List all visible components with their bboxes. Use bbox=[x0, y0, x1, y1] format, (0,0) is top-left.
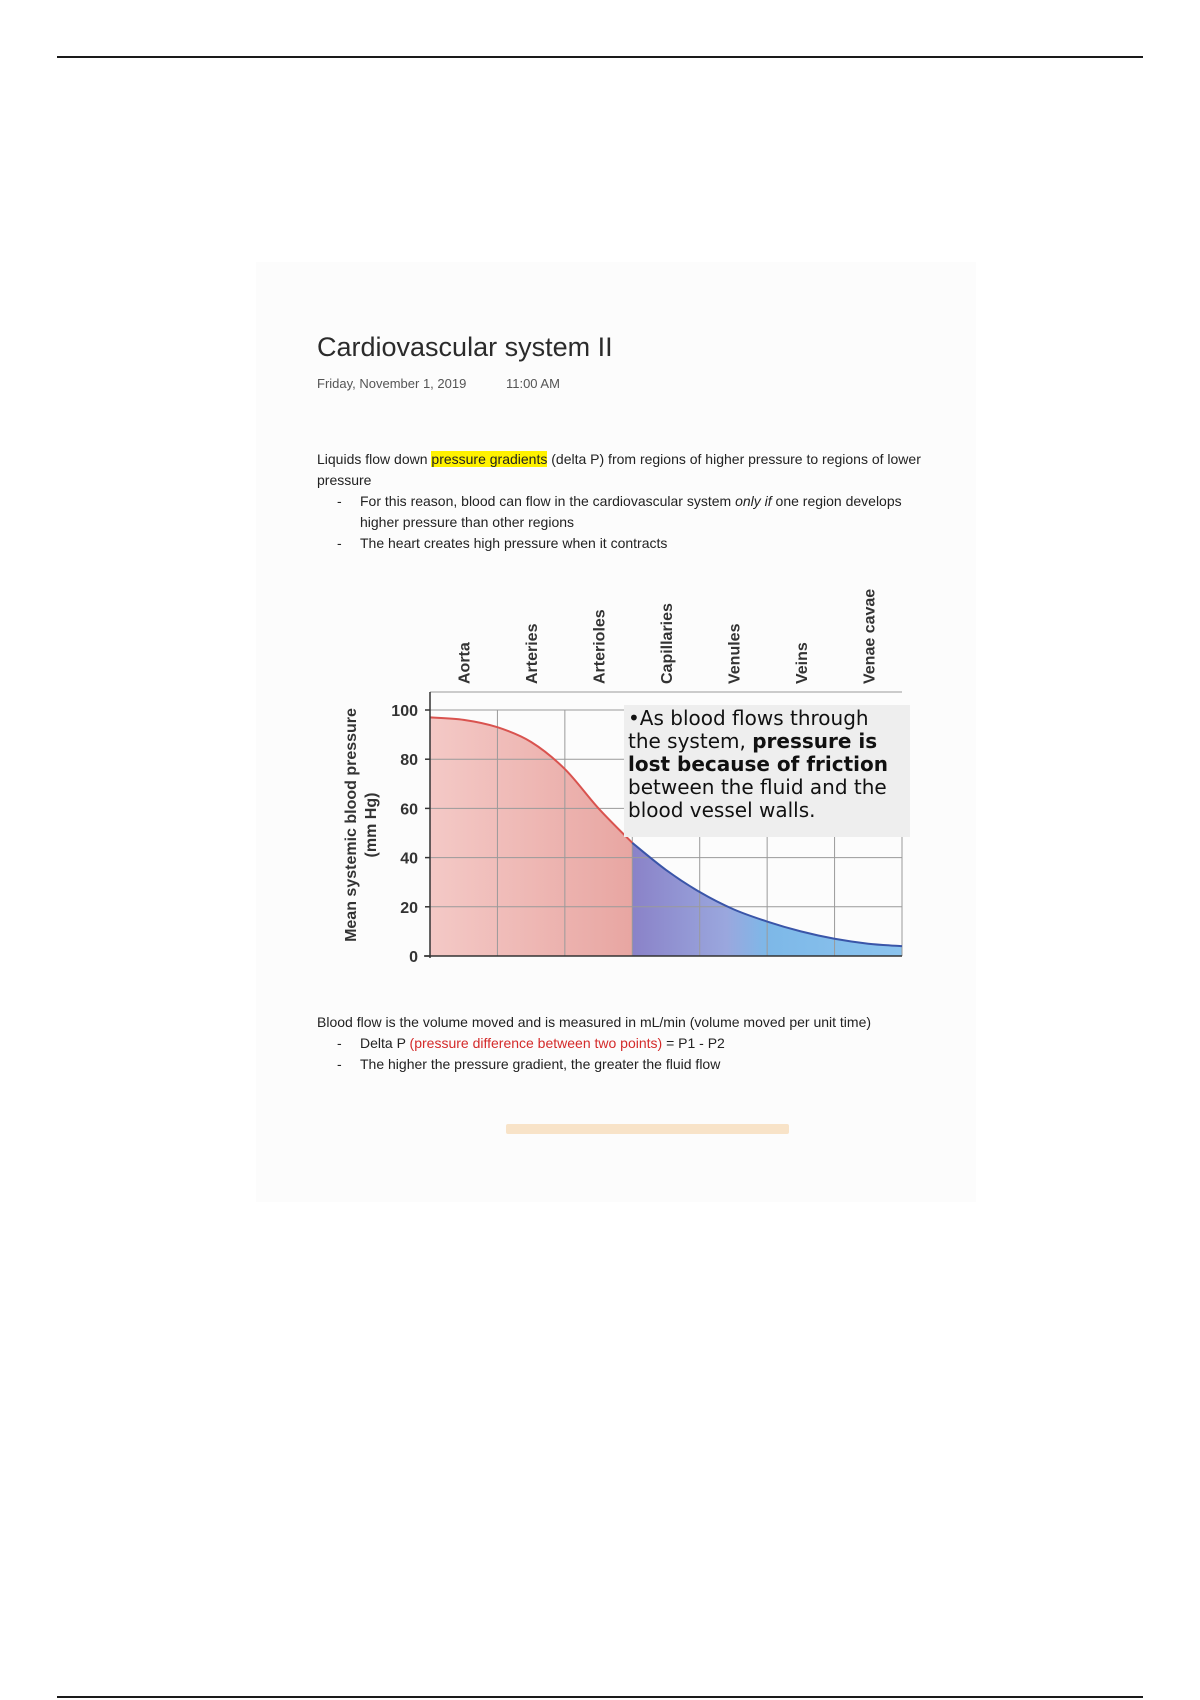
bullet-text-end: = P1 - P2 bbox=[662, 1035, 725, 1051]
intro-text-end: (delta P) from regions of higher pressure to regions of lower pressure bbox=[317, 451, 921, 488]
page-title: Cardiovascular system II bbox=[317, 332, 613, 362]
note-date: Friday, November 1, 2019 bbox=[317, 376, 467, 391]
bullet-text: For this reason, blood can flow in the cardiovascular system bbox=[360, 493, 736, 509]
category-label: Arterioles bbox=[591, 609, 609, 684]
list-item bbox=[317, 1054, 937, 1075]
y-tick-label: 20 bbox=[400, 899, 418, 917]
category-label: Venules bbox=[726, 623, 744, 684]
category-label: Veins bbox=[793, 642, 811, 684]
bullet-emphasis: only if bbox=[735, 493, 772, 509]
annotation-bullet: • bbox=[628, 706, 640, 730]
y-axis-title: Mean systemic blood pressure bbox=[343, 708, 360, 942]
intro-bullets bbox=[317, 491, 937, 554]
list-item bbox=[317, 491, 937, 533]
category-label: Capillaries bbox=[659, 603, 676, 684]
intro-text-start: Liquids flow down bbox=[317, 451, 432, 467]
flow-text: Blood flow is the volume moved and is measured in mL/min (volume moved per unit time) bbox=[317, 1014, 872, 1030]
bullet-text: The higher the pressure gradient, the greater the fluid flow bbox=[360, 1056, 721, 1072]
y-tick-label: 100 bbox=[391, 703, 418, 720]
intro-paragraph bbox=[317, 449, 937, 554]
flow-bullets bbox=[317, 1033, 937, 1075]
y-tick-label: 40 bbox=[400, 850, 418, 868]
category-label: Aorta bbox=[456, 642, 474, 684]
y-axis-unit: (mm Hg) bbox=[363, 792, 380, 858]
annotation-bold-text: pressure is lost because of friction bbox=[628, 729, 888, 776]
bullet-text-end: one region develops higher pressure than other regions bbox=[360, 493, 902, 530]
bullet-red-text: (pressure difference between two points) bbox=[409, 1035, 663, 1051]
category-label: Venae cavae bbox=[861, 588, 879, 684]
bullet-text: Delta P bbox=[360, 1035, 410, 1051]
bullet-text: The heart creates high pressure when it contracts bbox=[360, 535, 668, 551]
flow-paragraph bbox=[317, 1012, 937, 1075]
highlighted-term: pressure gradients bbox=[431, 451, 548, 467]
list-item bbox=[317, 533, 937, 554]
decorative-bar bbox=[506, 1124, 789, 1134]
top-rule bbox=[57, 56, 1143, 58]
y-tick-label: 0 bbox=[409, 949, 418, 966]
intro-text bbox=[317, 449, 937, 491]
list-item bbox=[317, 1033, 937, 1054]
chart-annotation bbox=[624, 705, 910, 837]
annotation-text: As blood flows through the system, bbox=[628, 706, 869, 753]
annotation-text-end: between the fluid and the blood vessel walls. bbox=[628, 775, 887, 822]
arterial-area bbox=[430, 717, 632, 956]
y-tick-label: 80 bbox=[400, 752, 418, 770]
note-time: 11:00 AM bbox=[505, 376, 560, 391]
category-label: Arteries bbox=[524, 623, 542, 684]
y-tick-label: 60 bbox=[400, 801, 418, 819]
bottom-rule bbox=[57, 1696, 1143, 1698]
note-meta bbox=[317, 376, 560, 391]
